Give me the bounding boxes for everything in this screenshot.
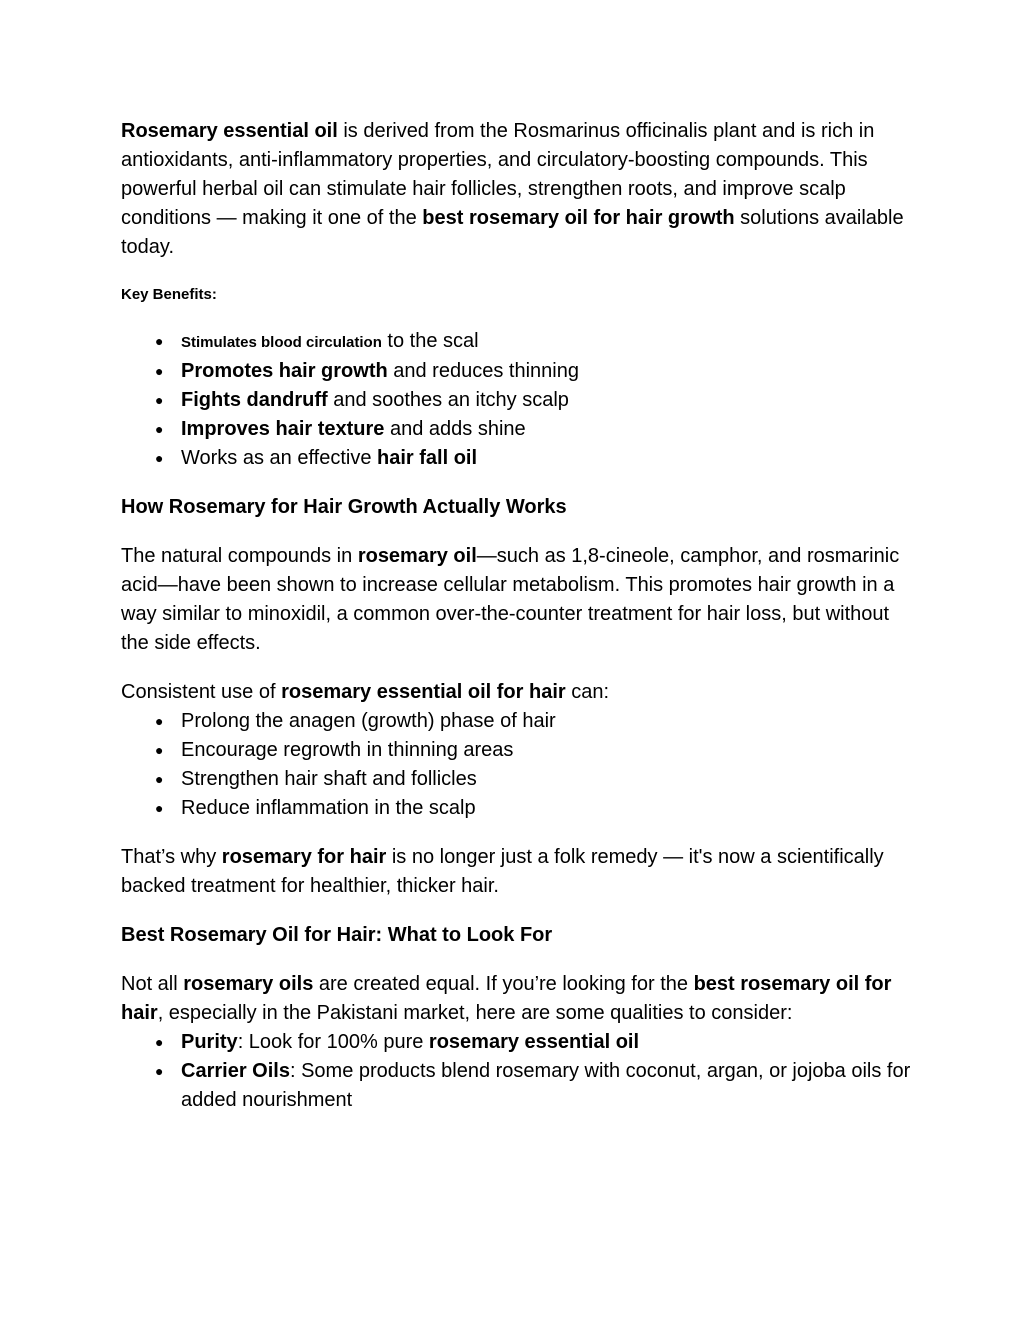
list-item-bold: Carrier Oils [181,1060,290,1082]
paragraph-bold: rosemary for hair [221,846,387,868]
list-item-bold: Stimulates blood circulation [181,334,382,351]
list-item [155,1057,914,1115]
list-item-text: Prolong the anagen (growth) phase of hair [181,710,556,732]
list-item-text: Reduce inflammation in the scalp [181,797,476,819]
list-item-text: : Look for 100% pure [237,1031,429,1053]
list-item [155,444,914,473]
paragraph-bold: best rosemary oil for hair [121,973,892,1024]
section-heading-best-oil: Best Rosemary Oil for Hair: What to Look For [121,924,553,946]
intro-bold-term: Rosemary essential oil [121,120,338,142]
paragraph-text: can: [565,681,610,703]
bullet-icon: ● [155,1034,164,1050]
bullet-icon: ● [155,333,164,349]
list-item-text: and reduces thinning [387,360,579,382]
bullet-icon: ● [155,800,164,816]
bullet-icon: ● [155,421,164,437]
list-item-text: Strengthen hair shaft and follicles [181,768,477,790]
best-oil-paragraph [121,970,914,1028]
paragraph-text: —such as 1,8-cineole, camphor, and rosmarinic acid—have been shown to increase cellular metabolism. This promotes hair growth in a way similar to minoxidil, a common over-the-counter treatment for hair loss, but without the side effects. [121,545,900,654]
list-item-bold: Purity [181,1031,238,1053]
bullet-icon: ● [155,713,164,729]
list-item-text: Encourage regrowth in thinning areas [181,739,514,761]
list-item-text: to the scal [381,330,479,352]
list-item [155,707,914,736]
paragraph-bold: rosemary oils [183,973,314,995]
list-item [155,386,914,415]
intro-bold-phrase: best rosemary oil for hair growth [422,207,735,229]
paragraph-text: , especially in the Pakistani market, here are some qualities to consider: [157,1002,793,1024]
list-item-text: Works as an effective [181,447,378,469]
list-item-text: and adds shine [384,418,526,440]
intro-text: is derived from the Rosmarinus officinalis plant and is rich in antioxidants, anti-inflammatory properties, and circulatory-boosting compounds. This powerful herbal oil can stimulate hair follicles, strengthen roots, and improve scalp conditions — making it one of the [121,120,875,229]
intro-paragraph [121,117,914,262]
list-item [155,765,914,794]
how-it-works-paragraph-1 [121,542,914,658]
how-it-works-paragraph-2 [121,678,914,707]
section-heading-how-it-works: How Rosemary for Hair Growth Actually Works [121,496,567,518]
list-item [155,1028,914,1057]
list-item-bold: rosemary essential oil [428,1031,640,1053]
key-benefits-list [121,327,914,473]
list-item [155,327,914,357]
bullet-icon: ● [155,742,164,758]
list-item-bold: Promotes hair growth [181,360,388,382]
bullet-icon: ● [155,392,164,408]
bullet-icon: ● [155,363,164,379]
list-item [155,794,914,823]
paragraph-bold: rosemary essential oil for hair [281,681,566,703]
bullet-icon: ● [155,771,164,787]
key-benefits-heading: Key Benefits: [121,286,217,303]
list-item-bold: Improves hair texture [181,418,385,440]
paragraph-bold: rosemary oil [357,545,477,567]
bullet-icon: ● [155,450,164,466]
list-item-bold: Fights dandruff [181,389,328,411]
paragraph-text: The natural compounds in [121,545,358,567]
paragraph-text: is no longer just a folk remedy — it's now a scientifically backed treatment for healthier, thicker hair. [121,846,884,897]
paragraph-text: Consistent use of [121,681,282,703]
list-item [155,357,914,386]
list-item [155,415,914,444]
list-item-bold: hair fall oil [377,447,478,469]
how-it-works-paragraph-3 [121,843,914,901]
qualities-list [121,1028,914,1115]
list-item-text: and soothes an itchy scalp [327,389,569,411]
paragraph-text: That’s why [121,846,222,868]
paragraph-text: are created equal. If you’re looking for the [313,973,694,995]
bullet-icon: ● [155,1063,164,1079]
intro-text-end: solutions available today. [121,207,904,258]
benefits-of-use-list [121,707,914,823]
list-item [155,736,914,765]
paragraph-text: Not all [121,973,184,995]
list-item-text: : Some products blend rosemary with coconut, argan, or jojoba oils for added nourishment [181,1060,911,1111]
